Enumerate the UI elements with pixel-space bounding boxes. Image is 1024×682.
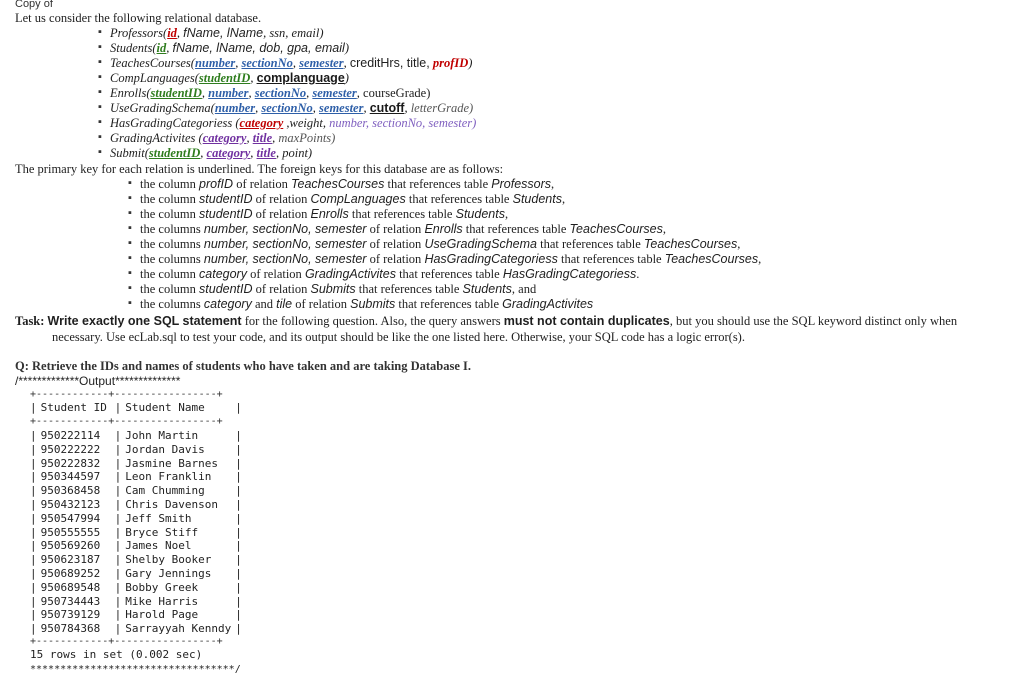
table-pipe: |: [30, 442, 37, 456]
relation-submit: ▪ Submit(studentID, category, title, point): [110, 146, 312, 161]
table-pipe: |: [114, 539, 122, 553]
student-name-cell: Bryce Stiff: [125, 525, 199, 539]
student-id-cell: 950689548: [40, 580, 101, 594]
student-name-cell: Jordan Davis: [125, 442, 205, 456]
table-pipe: |: [30, 594, 37, 608]
table-row: [30, 429, 246, 443]
table-pipe: |: [30, 553, 37, 567]
table-pipe: |: [114, 484, 122, 498]
student-id-cell: 950222222: [40, 442, 101, 456]
student-id-cell: 950344597: [40, 470, 101, 484]
table-pipe: |: [114, 456, 122, 470]
student-name-cell: Cam Chumming: [125, 484, 205, 498]
fk-item: ▪ the column studentID of relation Enrolls that references table Students,: [140, 207, 508, 222]
fk-item: ▪ the columns number, sectionNo, semester of relation Enrolls that references table TeachesCourses,: [140, 222, 666, 237]
table-pipe: |: [30, 484, 37, 498]
table-pipe: |: [235, 539, 242, 553]
table-header-row: [30, 400, 246, 416]
table-row: [30, 622, 246, 636]
table-pipe: |: [235, 484, 242, 498]
student-id-cell: 950734443: [40, 594, 101, 608]
student-id-cell: 950222832: [40, 456, 101, 470]
table-pipe: |: [114, 511, 122, 525]
primary-key-note: The primary key for each relation is underlined. The foreign keys for this database are as follows:: [15, 162, 504, 176]
relation-complanguages: ▪ CompLanguages(studentID, complanguage): [110, 71, 349, 86]
table-pipe: |: [235, 594, 242, 608]
table-pipe: |: [30, 608, 37, 622]
relation-usegradingschema: ▪ UseGradingSchema(number, sectionNo, semester, cutoff, letterGrade): [110, 101, 473, 116]
student-id-cell: 950569260: [40, 539, 101, 553]
table-pipe: |: [235, 580, 242, 594]
table-pipe: |: [114, 442, 122, 456]
rows-info: 15 rows in set (0.002 sec): [30, 648, 203, 661]
fk-item: ▪ the column profID of relation TeachesCourses that references table Professors,: [140, 177, 554, 192]
table-pipe: |: [30, 429, 37, 442]
student-id-cell: 950222114: [40, 429, 101, 442]
table-pipe: |: [30, 401, 37, 415]
student-id-cell: 950623187: [40, 553, 101, 567]
table-pipe: |: [235, 566, 242, 580]
table-row: [30, 595, 246, 609]
relation-students: ▪ Students(id, fName, lName, dob, gpa, email): [110, 41, 349, 56]
copy-of-label: Copy of: [15, 0, 53, 10]
relation-enrolls: ▪ Enrolls(studentID, number, sectionNo, semester, courseGrade): [110, 86, 430, 101]
student-name-cell: Jasmine Barnes: [125, 456, 218, 470]
table-pipe: |: [30, 511, 37, 525]
intro-text: Let us consider the following relational database.: [15, 11, 262, 25]
question-text: Q: Retrieve the IDs and names of students who have taken and are taking Database I.: [15, 359, 472, 373]
relation-teachescourses: ▪ TeachesCourses(number, sectionNo, semester, creditHrs, title, profID): [110, 56, 472, 71]
student-name-cell: James Noel: [125, 539, 192, 553]
student-name-cell: Leon Franklin: [125, 470, 212, 484]
output-header: /*************Output**************: [15, 374, 181, 388]
relation-gradingactivites: ▪ GradingActivites (category, title, maxPoints): [110, 131, 335, 146]
table-pipe: |: [114, 566, 122, 580]
table-pipe: |: [235, 442, 242, 456]
table-row: [30, 567, 246, 581]
table-border-top: +------------+-----------------+: [30, 389, 223, 400]
fk-item: ▪ the column studentID of relation CompLanguages that references table Students,: [140, 192, 565, 207]
table-pipe: |: [235, 470, 242, 484]
fk-item: ▪ the columns number, sectionNo, semester of relation UseGradingSchema that references table TeachesCourses,: [140, 237, 740, 252]
table-pipe: |: [30, 456, 37, 470]
table-pipe: |: [114, 401, 122, 415]
student-name-cell: Shelby Booker: [125, 553, 212, 567]
student-name-cell: John Martin: [125, 429, 199, 442]
table-pipe: |: [235, 429, 242, 442]
table-row: [30, 457, 246, 471]
table-pipe: |: [30, 580, 37, 594]
table-row: [30, 484, 246, 498]
student-id-cell: 950784368: [40, 622, 101, 636]
student-id-cell: 950368458: [40, 484, 101, 498]
table-pipe: |: [114, 622, 122, 636]
table-pipe: |: [30, 622, 37, 636]
output-footer: **********************************/: [30, 664, 241, 675]
fk-item: ▪ the columns number, sectionNo, semester of relation HasGradingCategoriess that references table TeachesCourses,: [140, 252, 761, 267]
task-paragraph-line2: necessary. Use ecLab.sql to test your code, and its output should be like the one listed here. Otherwise, your SQL code has a logic error(s).: [52, 330, 745, 344]
table-pipe: |: [235, 553, 242, 567]
relation-hasgradingcategoriess: ▪ HasGradingCategoriess (category ,weight, number, sectionNo, semester): [110, 116, 476, 131]
fk-item: ▪ the columns category and tile of relation Submits that references table GradingActivites: [140, 297, 593, 312]
table-row: [30, 498, 246, 512]
relation-professors: ▪ Professors(id, fName, lName, ssn, email): [110, 26, 323, 41]
table-row: [30, 512, 246, 526]
table-row: [30, 443, 246, 457]
table-pipe: |: [30, 539, 37, 553]
fk-item: ▪ the column category of relation GradingActivites that references table HasGradingCategoriess.: [140, 267, 639, 282]
student-name-cell: Sarrayyah Kenndy: [125, 622, 232, 636]
student-id-cell: 950547994: [40, 511, 101, 525]
table-row: [30, 608, 246, 622]
student-id-cell: 950555555: [40, 525, 101, 539]
table-pipe: |: [235, 525, 242, 539]
table-pipe: |: [114, 497, 122, 511]
table-pipe: |: [235, 456, 242, 470]
table-pipe: |: [114, 594, 122, 608]
student-name-cell: Harold Page: [125, 608, 199, 622]
output-table: [30, 400, 246, 636]
table-pipe: |: [30, 525, 37, 539]
table-pipe: |: [235, 608, 242, 622]
student-id-cell: Student ID: [40, 401, 107, 415]
table-pipe: |: [114, 580, 122, 594]
table-pipe: |: [30, 566, 37, 580]
table-pipe: |: [114, 608, 122, 622]
table-border-bottom: +------------+-----------------+: [30, 636, 223, 647]
table-pipe: |: [114, 525, 122, 539]
task-paragraph: Task: Write exactly one SQL statement for the following question. Also, the query answers must not contain duplicates, but you should use the SQL keyword distinct only when: [15, 314, 958, 328]
student-name-cell: Student Name: [125, 401, 205, 415]
table-row: [30, 581, 246, 595]
table-pipe: |: [235, 511, 242, 525]
table-row: [30, 539, 246, 553]
student-id-cell: 950432123: [40, 497, 101, 511]
student-name-cell: Jeff Smith: [125, 511, 192, 525]
table-pipe: |: [114, 429, 122, 442]
student-name-cell: Mike Harris: [125, 594, 199, 608]
student-name-cell: Bobby Greek: [125, 580, 199, 594]
table-row: [30, 553, 246, 567]
table-pipe: |: [235, 497, 242, 511]
table-pipe: |: [235, 401, 242, 415]
table-pipe: |: [235, 622, 242, 636]
table-row: [30, 470, 246, 484]
table-pipe: |: [30, 497, 37, 511]
table-spacer: [30, 416, 246, 429]
table-row: [30, 526, 246, 540]
student-name-cell: Chris Davenson: [125, 497, 218, 511]
table-pipe: |: [114, 553, 122, 567]
fk-item: ▪ the column studentID of relation Submits that references table Students, and: [140, 282, 536, 297]
table-pipe: |: [114, 470, 122, 484]
table-border-mid: +------------+-----------------+: [30, 416, 223, 427]
student-name-cell: Gary Jennings: [125, 566, 212, 580]
student-id-cell: 950689252: [40, 566, 101, 580]
student-id-cell: 950739129: [40, 608, 101, 622]
table-pipe: |: [30, 470, 37, 484]
